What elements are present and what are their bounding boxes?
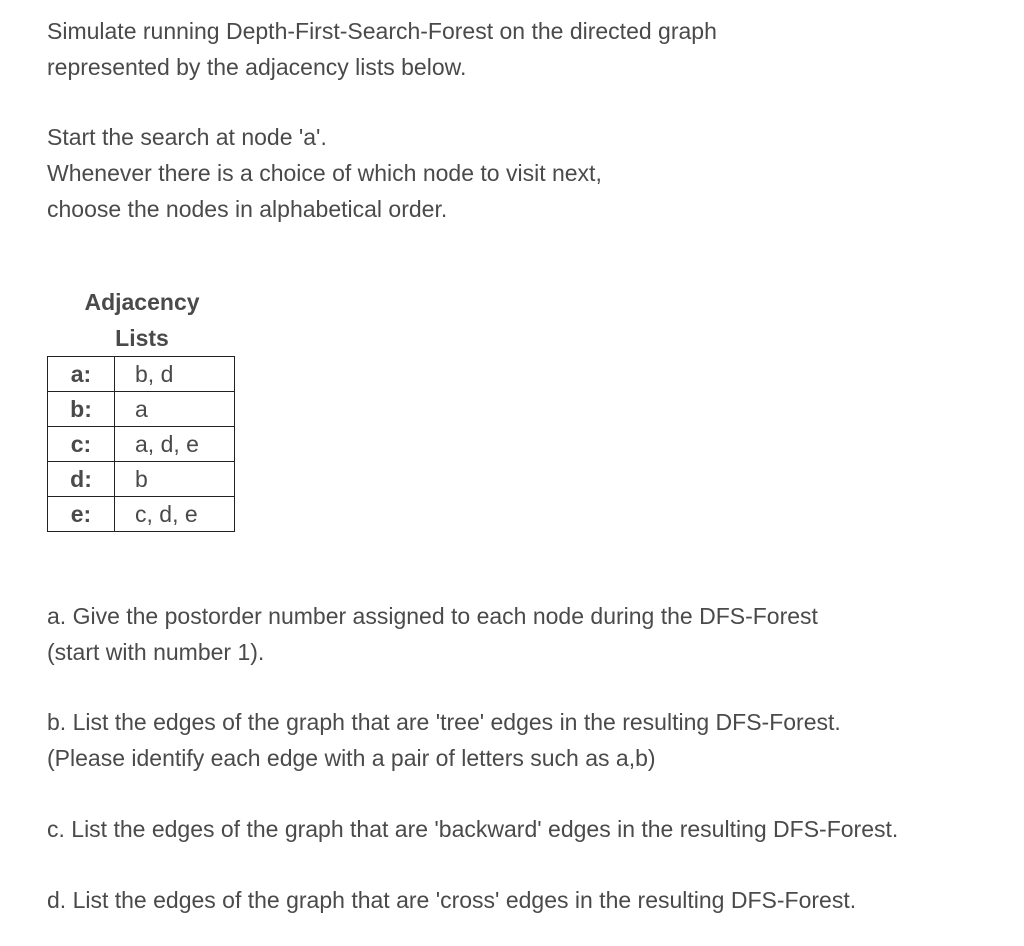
adjacency-list-cell: b: [115, 462, 235, 497]
question-line: d. List the edges of the graph that are 'cross' edges in the resulting DFS-Forest.: [47, 887, 857, 913]
instruction-line: choose the nodes in alphabetical order.: [47, 196, 448, 222]
adjacency-list-cell: a, d, e: [115, 427, 235, 462]
table-row: [48, 392, 235, 427]
adjacency-list-cell: c, d, e: [115, 497, 235, 532]
question-d: [47, 882, 856, 918]
intro-line: Simulate running Depth-First-Search-Forest on the directed graph: [47, 18, 717, 44]
question-line: a. Give the postorder number assigned to each node during the DFS-Forest: [47, 603, 818, 629]
question-a: [47, 598, 818, 670]
intro-paragraph: [47, 13, 717, 85]
caption-line: Adjacency: [84, 289, 200, 315]
table-row: [48, 357, 235, 392]
caption-line: Lists: [115, 325, 169, 351]
node-cell: a:: [48, 357, 115, 392]
adjacency-list-cell: a: [115, 392, 235, 427]
table-row: [48, 462, 235, 497]
node-cell: c:: [48, 427, 115, 462]
node-cell: b:: [48, 392, 115, 427]
node-cell: d:: [48, 462, 115, 497]
question-line: (Please identify each edge with a pair of letters such as a,b): [47, 745, 656, 771]
table-caption: [47, 284, 237, 356]
table-row: [48, 497, 235, 532]
table-row: [48, 427, 235, 462]
adjacency-table: [47, 356, 235, 532]
instruction-line: Whenever there is a choice of which node to visit next,: [47, 160, 602, 186]
instructions-paragraph: [47, 119, 602, 227]
question-line: (start with number 1).: [47, 639, 265, 665]
question-b: [47, 704, 841, 776]
instruction-line: Start the search at node 'a'.: [47, 124, 327, 150]
question-line: c. List the edges of the graph that are 'backward' edges in the resulting DFS-Forest.: [47, 816, 899, 842]
node-cell: e:: [48, 497, 115, 532]
adjacency-list-cell: b, d: [115, 357, 235, 392]
question-line: b. List the edges of the graph that are 'tree' edges in the resulting DFS-Forest.: [47, 709, 841, 735]
question-c: [47, 811, 898, 847]
intro-line: represented by the adjacency lists below.: [47, 54, 467, 80]
